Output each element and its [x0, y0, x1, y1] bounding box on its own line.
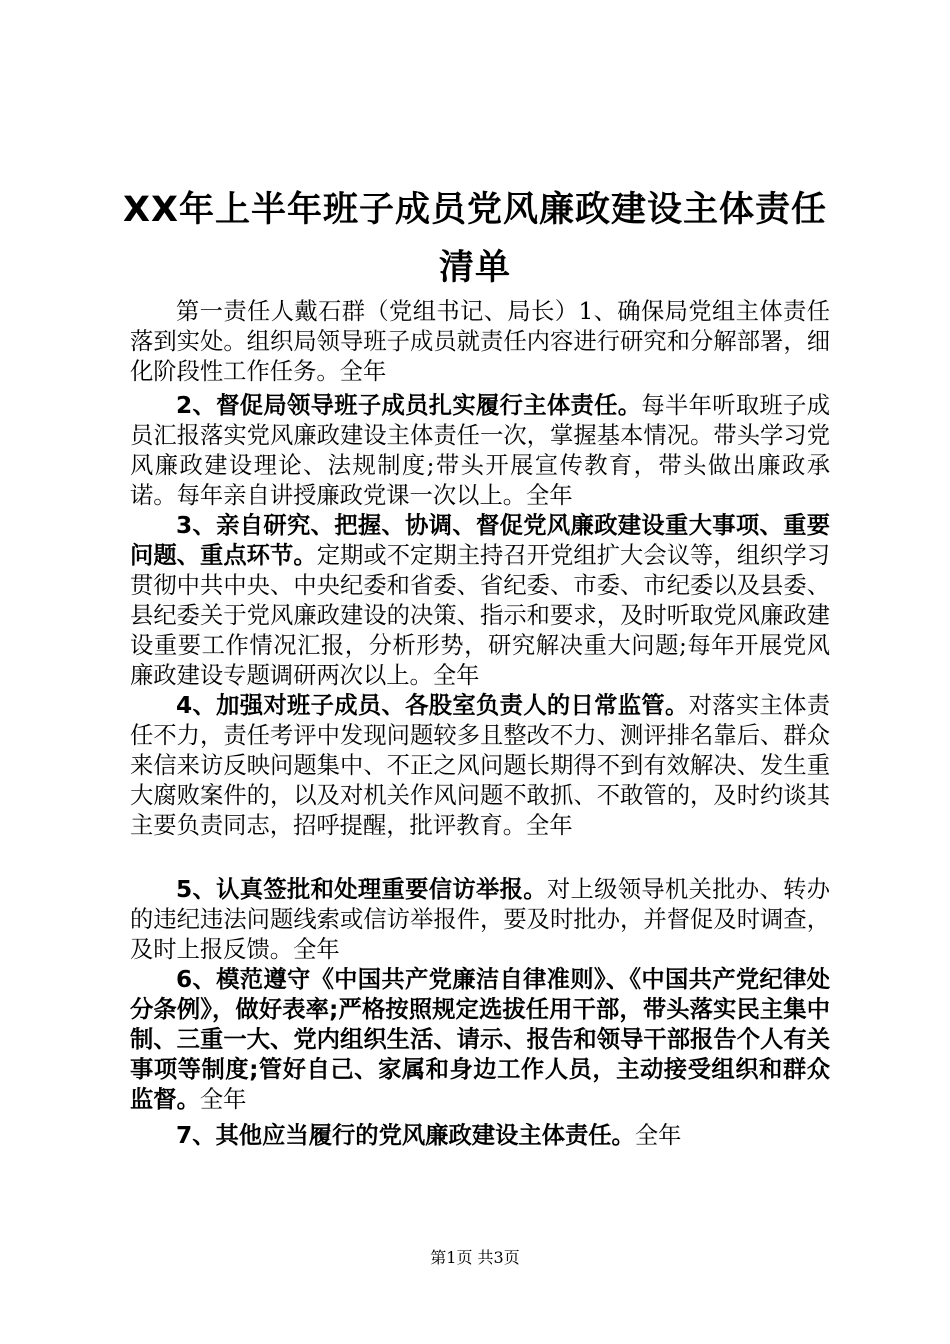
paragraph-lead: 6、模范遵守《中国共产党廉洁自律准则》、《中国共产党纪律处分条例》，做好表率;严格按照规定选拔任用干部，带头落实民主集中制、三重一大、党内组织生活、请示、报告和领导干部报告个人有关事项等制度;管好自己、家属和身边工作人员，主动接受组织和群众监督。: [130, 966, 830, 1114]
document-title: XX年上半年班子成员党风廉政建设主体责任: [123, 190, 827, 230]
paragraph-lead: 4、加强对班子成员、各股室负责人的日常监管。: [176, 692, 689, 719]
paragraph-body: 每半年听取班子成员汇报落实党风廉政建设主体责任一次，掌握基本情况。带头学习党风廉政建设理论、法规制度;带头开展宣传教育，带头做出廉政承诺。每年亲自讲授廉政党课一次以上。全年: [130, 392, 830, 510]
paragraph-7: [130, 1121, 830, 1151]
document-title-continued: 清单: [438, 248, 511, 288]
page-number: 第1页 共3页: [430, 1248, 520, 1267]
paragraph-4: [130, 691, 830, 841]
paragraph-body: 全年: [199, 1086, 247, 1114]
paragraph-1: [130, 297, 830, 387]
paragraph-6: [130, 965, 830, 1115]
paragraph-lead: 2、督促局领导班子成员扎实履行主体责任。: [176, 392, 642, 419]
paragraph-2: [130, 391, 830, 511]
paragraph-body: 第一责任人戴石群（党组书记、局长）1、确保局党组主体责任落到实处。组织局领导班子成员就责任内容进行研究和分解部署，细化阶段性工作任务。全年: [130, 298, 830, 386]
paragraph-body: 对落实主体责任不力，责任考评中发现问题较多且整改不力、测评排名靠后、群众来信来访反映问题集中、不正之风问题长期得不到有效解决、发生重大腐败案件的，以及对机关作风问题不敢抓、不敢管的，及时约谈其主要负责同志，招呼提醒，批评教育。全年: [130, 692, 830, 840]
paragraph-body: 全年: [634, 1122, 682, 1149]
paragraph-lead: 7、其他应当履行的党风廉政建设主体责任。: [176, 1122, 635, 1149]
paragraph-5: [130, 875, 830, 965]
paragraph-body: 定期或不定期主持召开党组扩大会议等，组织学习贯彻中共中央、中央纪委和省委、省纪委、市委、市纪委以及县委、县纪委关于党风廉政建设的决策、指示和要求，及时听取党风廉政建设重要工作情况汇报，分析形势，研究解决重大问题;每年开展党风廉政建设专题调研两次以上。全年: [130, 542, 831, 690]
paragraph-body: 对上级领导机关批办、转办的违纪违法问题线索或信访举报件，要及时批办，并督促及时调查，及时上报反馈。全年: [130, 876, 830, 964]
paragraph-lead: 3、亲自研究、把握、协调、督促党风廉政建设重大事项、重要问题、重点环节。: [130, 512, 830, 570]
paragraph-3: [130, 511, 830, 692]
paragraph-lead: 5、认真签批和处理重要信访举报。: [176, 876, 547, 903]
